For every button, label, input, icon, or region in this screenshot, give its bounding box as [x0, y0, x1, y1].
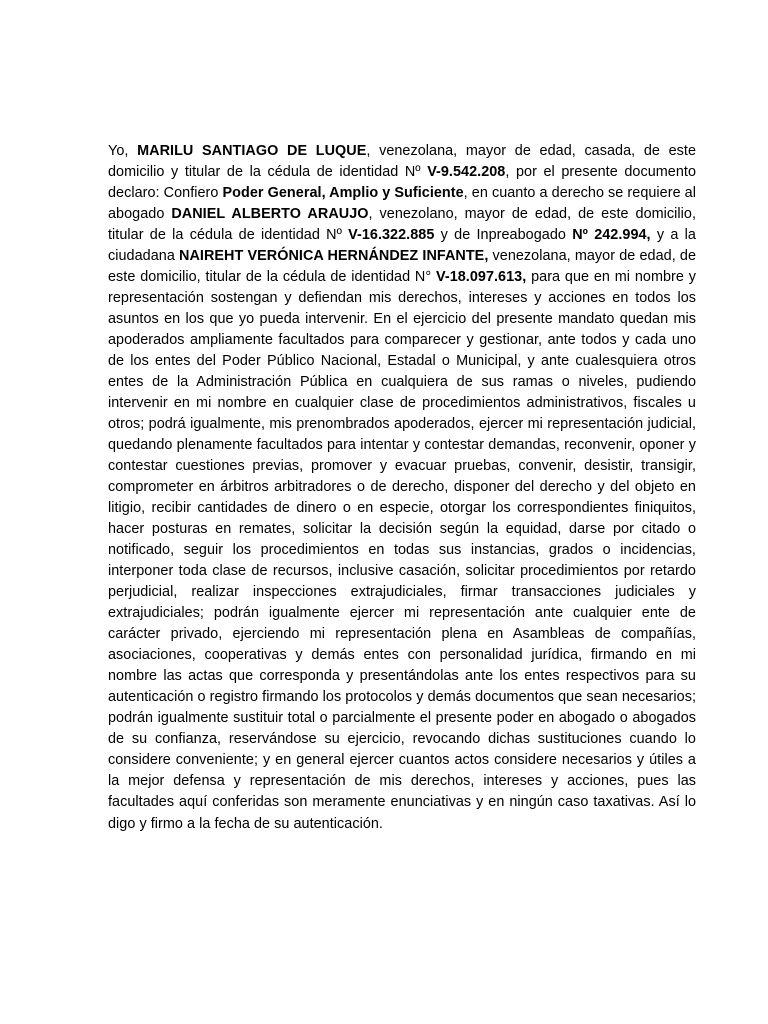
- text-to-lawyer: , en cuanto a derecho se requiere al abogado: [108, 185, 696, 223]
- attorney-id-number: V-16.322.885: [348, 227, 435, 244]
- text-powers-granted: para que en mi nombre y representación sostengan y defiendan mis derechos, intereses y acciones en todos los asuntos en los que yo pueda intervenir. En el ejercicio del presente mandato quedan mis apoderados ampliamente facultados para comparecer y gestionar, ante todos y cada uno de los entes del Poder Público Nacional, Estadal o Municipal, y ante cualesquiera otros entes de la Administración Pública en cualquiera de sus ramas o niveles, pudiendo intervenir en mi nombre en cualquier clase de procedimientos administrativos, fiscales u otros; podrá igualmente, mis prenombrados apoderados, ejercer mi representación judicial, quedando plenamente facultados para intentar y contestar demandas, reconvenir, oponer y contestar cuestiones previas, promover y evacuar pruebas, convenir, desistir, transigir, comprometer en árbitros arbitradores o de derecho, disponer del derecho y del objeto en litigio, recibir cantidades de dinero o en especie, otorgar los correspondientes finiquitos, hacer posturas en remates, solicitar la decisión según la equidad, darse por citado o notificado, seguir los procedimientos en todas sus instancias, grados o incidencias, interponer toda clase de recursos, inclusive casación, solicitar procedimientos por retardo perjudicial, realizar inspecciones extrajudiciales, firmar transacciones judiciales y extrajudiciales; podrán igualmente ejercer mi representación ante cualquier ente de carácter privado, ejerciendo mi representación plena en Asambleas de compañías, asociaciones, cooperativas y demás entes con personalidad jurídica, firmando en mi nombre las actas que corresponda y presentándolas ante los entes respectivos para su autenticación o registro firmando los protocolos y demás documentos que sean necesarios; podrán igualmente sustituir total o parcialmente el presente poder en abogado o abogados de su confianza, reservándose su ejercicio, revocando dichas sustituciones cuando lo considere conveniente; y en general ejercer cuantos actos considere necesarios y útiles a la mejor defensa y representación de mis derechos, intereses y acciones, pues las facultades aquí conferidas son meramente enunciativas y en ningún caso taxativas. Así lo digo y firmo a la fecha de su autenticación.: [108, 269, 697, 832]
- grantor-name: MARILU SANTIAGO DE LUQUE: [137, 143, 367, 159]
- grantor-id-number: V-9.542.208: [427, 164, 506, 181]
- text-intro: Yo,: [108, 143, 138, 159]
- text-grantor-details: , venezolana, mayor de edad, casada, de este domicilio y titular de la cédula de identidad Nº: [108, 143, 697, 181]
- text-inpreabogado: y de Inpreabogado: [434, 227, 573, 244]
- text-second-attorney-details: venezolana, mayor de edad, de este domicilio, titular de la cédula de identidad N°: [108, 248, 697, 286]
- text-and-citizen: y a la ciudadana: [108, 227, 696, 265]
- text-declaration: , por el presente documento declaro: Confiero: [108, 164, 696, 202]
- document-page: [108, 141, 696, 835]
- power-of-attorney-paragraph: [108, 141, 696, 835]
- second-attorney-id-number: V-18.097.613,: [436, 269, 527, 286]
- attorney-name: DANIEL ALBERTO ARAUJO: [171, 206, 369, 223]
- power-type: Poder General, Amplio y Suficiente: [222, 185, 464, 202]
- inpreabogado-number: Nº 242.994,: [572, 227, 651, 244]
- second-attorney-name: NAIREHT VERÓNICA HERNÁNDEZ INFANTE,: [179, 248, 489, 265]
- text-attorney-details: , venezolano, mayor de edad, de este domicilio, titular de la cédula de identidad Nº: [108, 206, 697, 244]
